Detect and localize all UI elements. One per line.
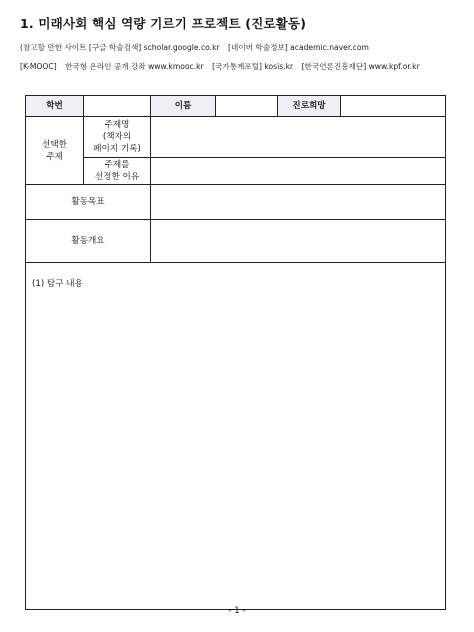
- grid-line: [150, 96, 151, 262]
- topic-reason-field[interactable]: [151, 158, 445, 184]
- grid-line: [26, 262, 445, 263]
- inquiry-content-label: (1) 탐구 내용: [32, 279, 83, 289]
- activity-overview-field[interactable]: [151, 220, 445, 262]
- reference-sites-line-2: [20, 61, 420, 72]
- topic-name-field[interactable]: [151, 117, 445, 157]
- document-title: 1. 미래사회 핵심 역량 기르기 프로젝트 (진로활동): [20, 16, 307, 31]
- reference-item: [국가통계포털] kosis.kr: [212, 62, 294, 71]
- student-id-label: 학번: [26, 96, 83, 116]
- grid-line: [83, 96, 84, 184]
- grid-line: [340, 96, 341, 116]
- career-field[interactable]: [341, 96, 445, 116]
- topic-reason-label: 주제를 선정한 이유: [94, 160, 140, 182]
- activity-goal-field[interactable]: [151, 185, 445, 219]
- project-form-table: [25, 95, 446, 610]
- reference-sites-line-1: [20, 42, 369, 53]
- topic-name-label: 주제명 (책자의 페이지 기록): [93, 120, 141, 154]
- inquiry-content-field[interactable]: [26, 263, 445, 609]
- grid-line: [26, 219, 445, 220]
- reference-item: (참고할 만한 사이트 [구글 학술검색] scholar.google.co.kr: [20, 43, 220, 52]
- grid-line: [277, 96, 278, 116]
- reference-item: [한국언론진흥재단] www.kpf.or.kr: [301, 62, 420, 71]
- reference-item: [네이버 학술정보] academic.naver.com: [228, 43, 369, 52]
- name-field[interactable]: [216, 96, 277, 116]
- grid-line: [83, 157, 445, 158]
- topic-group-label: 선택한 주제: [42, 139, 67, 162]
- grid-line: [26, 184, 445, 185]
- activity-goal-label: 활동목표: [71, 197, 105, 207]
- student-id-field[interactable]: [84, 96, 150, 116]
- page-number: - 1 -: [228, 606, 246, 616]
- grid-line: [215, 96, 216, 116]
- career-label: 진로희망: [278, 96, 340, 116]
- activity-overview-label: 활동개요: [71, 236, 105, 246]
- reference-item: 한국형 온라인 공개 강좌 www.kmooc.kr: [65, 62, 204, 71]
- reference-item: [K-MOOC]: [20, 62, 57, 71]
- grid-line: [26, 116, 445, 117]
- name-label: 이름: [151, 96, 215, 116]
